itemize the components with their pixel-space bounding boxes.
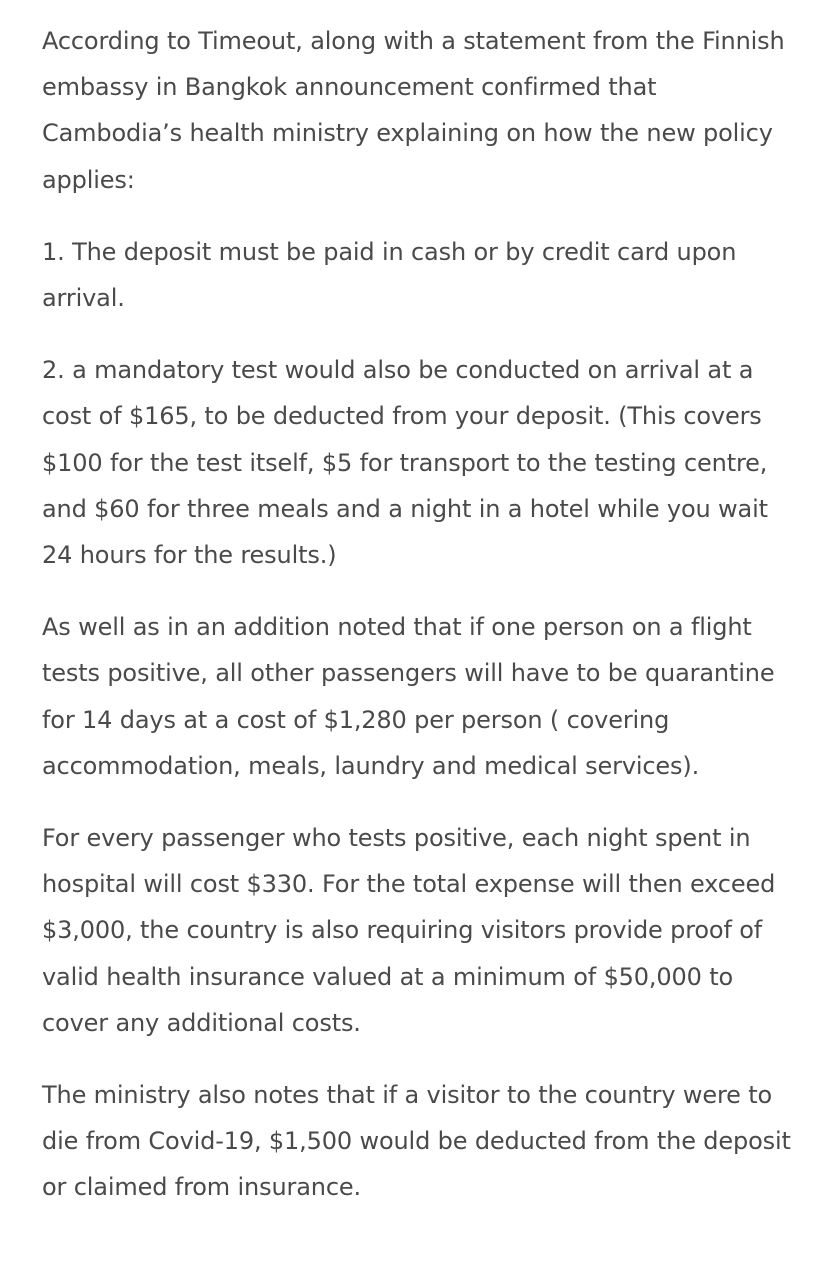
article-body xyxy=(42,18,798,1237)
paragraph-test-cost: 2. a mandatory test would also be conducted on arrival at a cost of $165, to be deducted from your deposit. (This covers $100 for the test itself, $5 for transport to the testing centre, and $60 for three meals and a night in a hotel while you wait 24 hours for the results.) xyxy=(42,356,768,570)
paragraph-hospital-insurance: For every passenger who tests positive, each night spent in hospital will cost $330. For the total expense will then exceed $3,000, the country is also requiring visitors provide proof of valid health insurance valued at a minimum of $50,000 to cover any additional costs. xyxy=(42,824,776,1037)
paragraph-intro: According to Timeout, along with a statement from the Finnish embassy in Bangkok announcement confirmed that Cambodia’s health ministry explaining on how the new policy applies: xyxy=(42,27,785,194)
paragraph-death-deduction: The ministry also notes that if a visitor to the country were to die from Covid-19, $1,500 would be deducted from the deposit or claimed from insurance. xyxy=(42,1081,791,1202)
paragraph-deposit-rule: 1. The deposit must be paid in cash or by credit card upon arrival. xyxy=(42,237,737,313)
paragraph-quarantine: As well as in an addition noted that if one person on a flight tests positive, all other passengers will have to be quarantine for 14 days at a cost of $1,280 per person ( covering accommodation, meals, laundry and medical services). xyxy=(42,613,775,780)
